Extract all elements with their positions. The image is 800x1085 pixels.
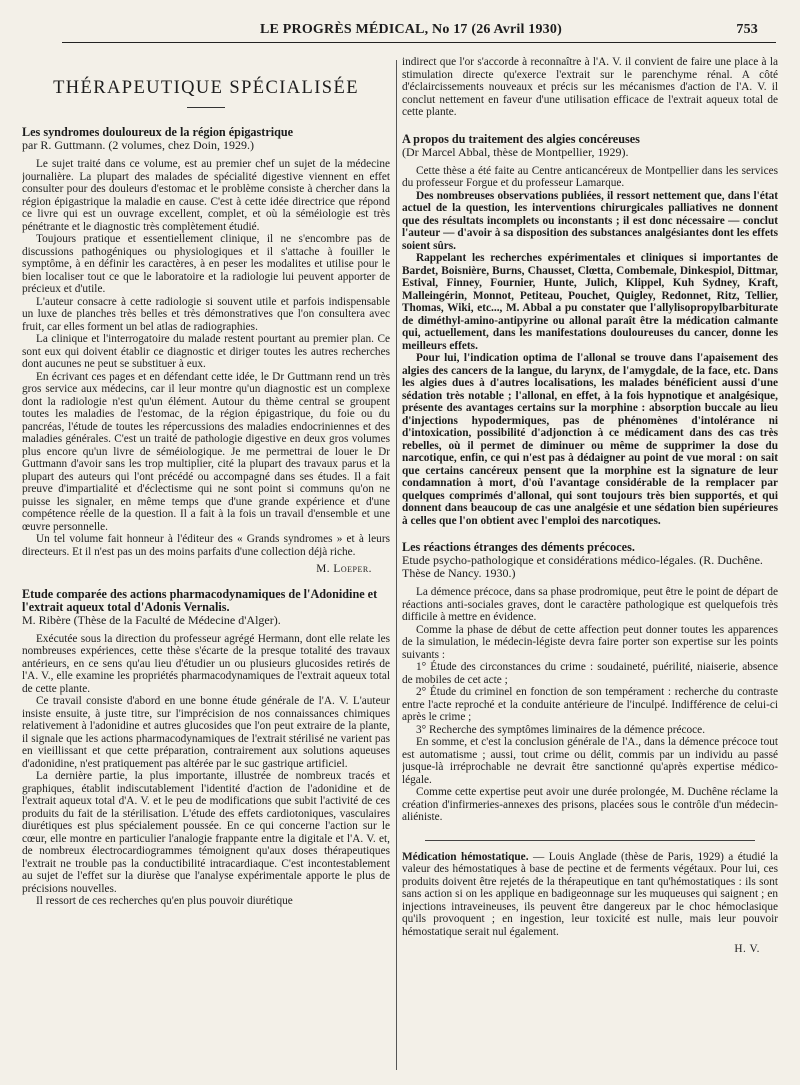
page-header [62, 20, 776, 43]
article-signature: M. Loeper. [316, 563, 372, 575]
paragraph: Des nombreuses observations publiées, il ressort nettement que, dans l'état actuel de la question, les interventions chirurgicales palliatives ne donnent que des résultats incomplets ou inconstants ; il est donc nécessaire — conclut l'auteur — d'avoir à sa disposition des substances analgésiantes dont les effets soient sûrs. [402, 189, 778, 252]
paragraph: Pour lui, l'indication optima de l'allonal se trouve dans l'apaisement des algies des cancers de la langue, du larynx, de l'amygdale, de la face, etc. Dans les algies dues à d'autres localisations, les malades bénéficient aussi d'une sédation très notable ; l'allonal, en effet, à la fois hypnotique et analgésique, présente des avantages certains sur la morphine : absorption buccale au lieu d'injections hypodermiques, pas de phénomènes d'intolérance ni d'intoxication, possibilité d'adjonction à ce médicament dans des cas très rebelles, où il permet de diminuer ou même de supprimer la dose du narcotique, enfin, ce qui n'est pas à dédaigner au point de vue moral : on sait que certains cancéreux pensent que la morphine est la signature de leur condamnation à mort, d'où l'avantage considérable de la remplacer par quelques comprimés d'allonal, qui sont toujours très bien supportés, et qui donnent dans beaucoup de cas une analgésie et une sédation bien supérieures à celles que l'on obtient avec l'emploi des narcotiques. [402, 352, 778, 527]
article-byline: M. Ribère (Thèse de la Faculté de Médecine d'Alger). [22, 612, 281, 627]
article-continuation [402, 56, 778, 119]
paragraph: Comme la phase de début de cette affection peut donner toutes les apparences de la simulation, le médecin-légiste devra faire porter son expertise sur les points suivants : [402, 623, 778, 661]
article-ribere [22, 588, 390, 908]
paragraph: En écrivant ces pages et en défendant cette idée, le Dr Guttmann rend un très gros service aux médecins, car il leur montre qu'un diagnostic est un complexe dont la radiologie n'est qu'un élément. Autour du thème central se groupent toutes les maladies de l'estomac, de la région épigastrique, du foie ou du pancréas, l'étude de toutes les répercussions des maladies endocriniennes et des maladies générales. C'est un traité de pathologie digestive en deux gros volumes plus encore qu'un livre de séméiologique. Je me permettrai de louer le Dr Guttmann d'avoir sans les trop multiplier, cité la plupart des travaux parus et la plupart des auteurs qui l'ont précédé ou accompagné dans ses études. Il a fait preuve d'impartialité et d'éclectisme qui ne sont point si communs qu'on ne puisse les signaler, en même temps que d'une grande expérience et d'une compétence réelle de la question. Il a fait à la fois un travail d'ensemble et une œuvre personnelle. [22, 370, 390, 533]
paragraph: La dernière partie, la plus importante, illustrée de nombreux tracés et graphiques, établit indiscutablement l'identité d'action de l'adonidine et de l'extrait aqueux total d'A. V. et le peu de modifications que subit l'activité de ces produits du fait de la stérilisation. L'étude des effets cardiotoniques, vasculaires diurétiques est plus spécialement poussée. En ce qui concerne l'action sur le cœur, elle montre en particulier l'analogie frappante entre la digitale et l'A. V. et, de nombreux électrocardiogrammes témoignent qu'aux doses thérapeutiques l'extrait ne trouble pas la conductibilité intracardiaque. C'est incontestablement au sujet de l'effet sur la diurèse que l'analyse expérimentale apporte le plus de précisions nouvelles. [22, 770, 390, 895]
article-title: Médication hémostatique. [402, 850, 529, 863]
paragraph: La démence précoce, dans sa phase prodromique, peut être le point de départ de réactions anti-sociales graves, dont le caractère pathologique est quelquefois très difficile à mettre en évidence. [402, 586, 778, 623]
paragraph: Il ressort de ces recherches qu'en plus pouvoir diurétique [36, 895, 293, 907]
article-title: A propos du traitement des algies concéreuses [402, 131, 640, 146]
article-byline: (Dr Marcel Abbal, thèse de Montpellier, 1929). [402, 144, 629, 159]
paragraph: Rappelant les recherches expérimentales et cliniques si importantes de Bardet, Boisnière, Burns, Chausset, Clœtta, Combemale, Dinkespiol, Dittmar, Estival, Finney, Fournier, Hunte, Julich, Klippel, Kuh Sydney, Kraft, Malleingérin, Monnot, Petiteau, Pouchet, Quigley, Redonnet, Ritz, Tellier, Thomas, Wiki, etc..., M. Abbal a pu constater que l'allylisopropylbarbiturate de diméthyl-amino-antipyrine ou allonal paraît être la médication calmante qui, actuellement, dans les manifestations douloureuses du cancer, donne les meilleurs effets. [402, 252, 778, 352]
paragraph: Exécutée sous la direction du professeur agrégé Hermann, dont elle relate les nombreuses expériences, cette thèse s'écarte de la presque totalité des travaux antérieurs, en ce sens qu'au lieu d'étudier un ou plusieurs glucosides retirés de l'A. V., elle examine les propriétés pharmacodynamiques de l'extrait aqueux total de cette plante. [22, 632, 390, 695]
paragraph: Cette thèse a été faite au Centre anticancéreux de Montpellier dans les services du professeur Forgue et du professeur Lamarque. [402, 164, 778, 189]
paragraph: Ce travail consiste d'abord en une bonne étude générale de l'A. V. L'auteur insiste ensuite, à juste titre, sur l'imprécision de nos connaissances chimiques relativement à l'adonidine et autres glucosides que l'on peut extraire de la plante, il signale que les actions pharmacodynamiques de l'extrait stérilisé ne varient pas en vieillissant et que cette préparation, contrairement aux solutions aqueuses d'adonidine, n'est pratiquement pas altérée par le suc gastrique artificiel. [22, 695, 390, 770]
list-item: 3° Recherche des symptômes liminaires de la démence précoce. [416, 723, 706, 736]
paragraph: La clinique et l'interrogatoire du malade restent pourtant au premier plan. Ce sont eux qui doivent établir ce diagnostic et diriger toutes les autres recherches dont aucunes ne peut se substituer à eux. [22, 333, 390, 370]
paragraph [402, 851, 778, 939]
paragraph: Comme cette expertise peut avoir une durée prolongée, M. Duchêne réclame la création d'infirmeries-annexes des prisons, placées sous le contrôle d'un médecin-aliéniste. [402, 786, 778, 823]
list-item: 2° Étude du criminel en fonction de son tempérament : recherche du contraste entre l'acte reproché et la conduite antérieure de l'inculpé. Indifférence de celui-ci après le crime ; [402, 686, 778, 723]
paragraph: Toujours pratique et essentiellement clinique, il ne s'encombre pas de discussions pathogéniques ou physiologiques et il s'attache à fouiller le symptôme, à en définir les caractères, à en peser les modalites et utilise pour le bien localiser tout ce que le laboratoire et la radiologie lui peuvent apporter de précieux et d'utile. [22, 233, 390, 295]
list-item: 1° Étude des circonstances du crime : soudaineté, puérilité, niaiserie, absence de mobiles de cet acte ; [402, 661, 778, 686]
article-title: Etude comparée des actions pharmacodynamiques de l'Adonidine et l'extrait aqueux total d'Adonis Vernalis. [22, 586, 378, 614]
separator-rule [425, 840, 755, 841]
article-signature: H. V. [734, 943, 760, 955]
paragraph: Le sujet traité dans ce volume, est au premier chef un sujet de la médecine journalière. La plupart des malades de spécialité digestive viennent en effet consulter pour des douleurs d'estomac et le problème consiste à chercher dans la région épigastrique la maladie en cause. C'est à cette idée directrice que répond ce livre qui est un ouvrage excellent, complet, et où la séméiologie est très pénétrante et le diagnostic très complètement étudié. [22, 158, 390, 233]
paragraph: En somme, et c'est la conclusion générale de l'A., dans la démence précoce tout est automatisme ; aussi, tout crime ou délit, commis par un individu au passé jusque-là irréprochable ne devrait être sanctionné qu'après expertise médico-légale. [402, 736, 778, 786]
article-guttmann [22, 126, 390, 576]
article-body: — Louis Anglade (thèse de Paris, 1929) a étudié la valeur des hémostatiques à base de pectine et de ferments végétaux. Pour lui, ces produits doivent être rejetés de la thérapeutique en tant qu'hémostatiques : ils sont sans action si on les applique en badigeonnage sur les muqueuses qui saignent ; en injections intraveineuses, ils peuvent être dangereux par le choc hémoclasique qu'ils provoquent ; en ingestion, leur toxicité est nulle, mais leur pouvoir hémostatique serait nul également. [402, 850, 778, 938]
section-title: THÉRAPEUTIQUE SPÉCIALISÉE [53, 78, 359, 98]
column-divider [396, 60, 397, 1070]
article-byline: Etude psycho-pathologique et considérations médico-légales. (R. Duchêne. Thèse de Nancy. 1930.) [402, 553, 763, 580]
paragraph: Un tel volume fait honneur à l'éditeur des « Grands syndromes » et à leurs directeurs. Et il n'est pas un des moins parfaits d'une collection déjà riche. [22, 533, 390, 558]
article-title: Les syndromes douloureux de la région épigastrique [22, 125, 294, 139]
journal-title: LE PROGRÈS MÉDICAL, No 17 (26 Avril 1930) [260, 22, 562, 37]
right-column [402, 56, 778, 962]
title-rule [187, 107, 225, 108]
article-abbal [402, 133, 778, 528]
page-number: 753 [736, 22, 758, 37]
article-duchene [402, 541, 778, 824]
article-byline: par R. Guttmann. (2 volumes, chez Doin, 1929.) [22, 138, 254, 152]
paragraph: indirect que l'or s'accorde à reconnaître à l'A. V. il convient de faire une place à la stimulation directe qu'exerce l'extrait sur le parenchyme rénal. A côté d'éclaircissements nouveaux et précis sur les mécanismes d'action de l'A. V. il conclut nettement en faveur d'une utilisation efficace de l'extrait aqueux total de cette plante. [402, 56, 778, 118]
paragraph: L'auteur consacre à cette radiologie si souvent utile et parfois indispensable un luxe de planches très belles et très démonstratives que l'on consultera avec fruit, car elles forment un bel atlas de radiographies. [22, 295, 390, 333]
left-column [22, 52, 390, 914]
article-anglade [402, 851, 778, 956]
article-title: Les réactions étranges des déments précoces. [402, 540, 635, 554]
